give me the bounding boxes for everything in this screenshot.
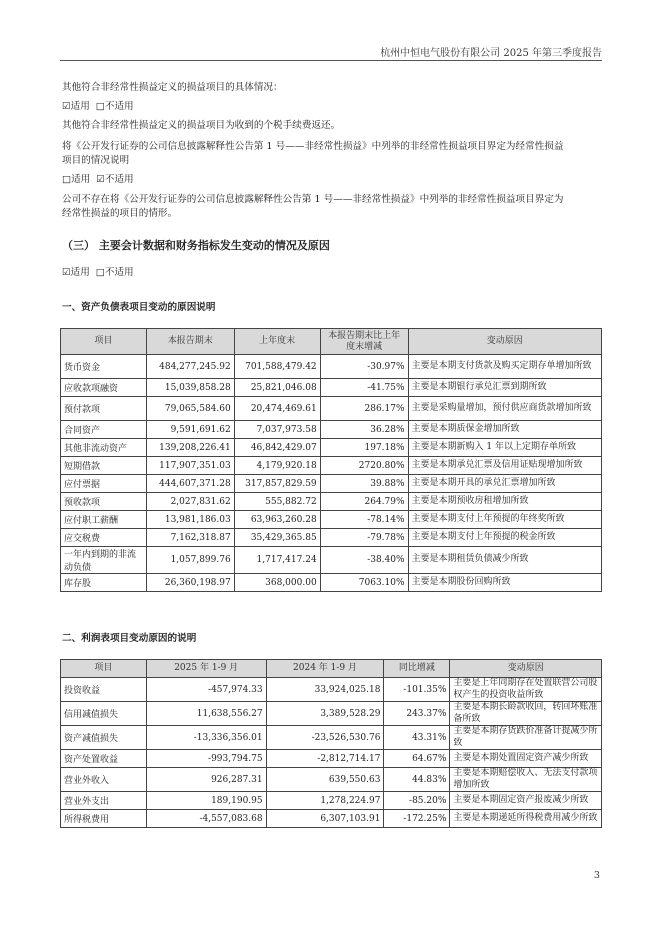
change-percent: -30.97%	[320, 355, 408, 379]
row-item-name: 投资收益	[61, 678, 147, 702]
current-value: 11,638,556.27	[146, 702, 266, 726]
prior-value: 6,307,103.91	[266, 810, 384, 828]
change-percent: 39.88%	[320, 475, 408, 493]
current-value: 13,981,186.03	[146, 511, 234, 529]
change-percent: 64.67%	[384, 750, 450, 768]
not-applicable-option[interactable]: □不适用	[95, 267, 134, 278]
row-item-name: 信用减值损失	[61, 702, 147, 726]
column-header: 项目	[61, 660, 147, 678]
change-percent: 286.17%	[320, 397, 408, 421]
current-value: -4,557,083.68	[146, 810, 266, 828]
current-value: 9,591,691.62	[146, 421, 234, 439]
table-row	[61, 439, 602, 457]
change-reason: 主要是本期长龄款收回，转回坏账准备所致	[450, 702, 602, 726]
applicable-checkbox-group-1	[62, 100, 602, 114]
section-title: （三） 主要会计数据和财务指标发生变动的情况及原因	[62, 239, 330, 252]
change-reason: 主要是本期银行承兑汇票到期所致	[408, 379, 601, 397]
current-value: 484,277,245.92	[146, 355, 234, 379]
change-reason: 主要是本期固定资产报废减少所致	[450, 792, 602, 810]
balance-sheet-changes-table	[60, 328, 602, 592]
table-row	[61, 574, 602, 592]
table-row	[61, 397, 602, 421]
classification-statement-line2: 经常性损益的项目的情形。	[62, 208, 178, 219]
current-value: 117,907,351.03	[146, 457, 234, 475]
prior-value: 317,857,829.59	[234, 475, 320, 493]
change-reason: 主要是上年同期存在处置联营公司股权产生的投资收益所致	[450, 678, 602, 702]
column-header: 项目	[61, 329, 147, 355]
prior-value: 63,963,260.28	[234, 511, 320, 529]
prior-value: 3,389,528.29	[266, 702, 384, 726]
change-reason: 主要是本期存货跌价准备计提减少所致	[450, 726, 602, 750]
prior-value: 20,474,469.61	[234, 397, 320, 421]
applicable-checkbox-group-3	[62, 266, 602, 280]
current-value: 926,287.31	[146, 768, 266, 792]
row-item-name: 资产减值损失	[61, 726, 147, 750]
row-item-name: 预收款项	[61, 493, 147, 511]
row-item-name: 所得税费用	[61, 810, 147, 828]
column-header: 变动原因	[408, 329, 601, 355]
current-value: -457,974.33	[146, 678, 266, 702]
table-row	[61, 726, 602, 750]
row-item-name: 预付款项	[61, 397, 147, 421]
change-percent: 36.28%	[320, 421, 408, 439]
change-percent: 2720.80%	[320, 457, 408, 475]
row-item-name: 营业外支出	[61, 792, 147, 810]
change-reason: 主要是本期赔偿收入、无法支付款项增加所致	[450, 768, 602, 792]
row-item-name: 应付职工薪酬	[61, 511, 147, 529]
change-percent: 264.79%	[320, 493, 408, 511]
change-percent: -38.40%	[320, 547, 408, 574]
change-percent: -172.25%	[384, 810, 450, 828]
row-item-name: 资产处置收益	[61, 750, 147, 768]
change-reason: 主要是本期承兑汇票及信用证贴现增加所致	[408, 457, 601, 475]
income-statement-changes-table	[60, 659, 602, 828]
column-header: 变动原因	[450, 660, 602, 678]
change-reason: 主要是本期处置固定资产减少所致	[450, 750, 602, 768]
row-item-name: 应收款项融资	[61, 379, 147, 397]
table-row	[61, 355, 602, 379]
table-row	[61, 678, 602, 702]
change-reason: 主要是本期开具的承兑汇票增加所致	[408, 475, 601, 493]
income-statement-subtitle: 二、利润表项目变动原因的说明	[62, 633, 197, 644]
prior-value: 33,924,025.18	[266, 678, 384, 702]
change-reason: 主要是本期租赁负债减少所致	[408, 547, 601, 574]
current-value: 26,360,198.97	[146, 574, 234, 592]
not-applicable-option[interactable]: □不适用	[95, 101, 134, 112]
prior-value: 701,588,479.42	[234, 355, 320, 379]
prior-value: 555,882.72	[234, 493, 320, 511]
applicable-option[interactable]: □适用	[62, 174, 91, 185]
prior-value: 35,429,365.85	[234, 529, 320, 547]
table-row	[61, 810, 602, 828]
page-number: 3	[593, 870, 600, 881]
change-reason: 主要是本期股份回购所致	[408, 574, 601, 592]
row-item-name: 其他非流动资产	[61, 439, 147, 457]
prior-value: 25,821,046.08	[234, 379, 320, 397]
column-header: 上年度末	[234, 329, 320, 355]
balance-sheet-subtitle: 一、资产负债表项目变动的原因说明	[62, 302, 216, 313]
change-percent: 7063.10%	[320, 574, 408, 592]
current-value: 139,208,226.41	[146, 439, 234, 457]
change-reason: 主要是本期支付货款及购买定期存单增加所致	[408, 355, 601, 379]
prior-value: 368,000.00	[234, 574, 320, 592]
change-percent: 243.37%	[384, 702, 450, 726]
current-value: -13,336,356.01	[146, 726, 266, 750]
change-percent: -79.78%	[320, 529, 408, 547]
row-item-name: 库存股	[61, 574, 147, 592]
row-item-name: 货币资金	[61, 355, 147, 379]
change-reason: 主要是本期支付上年预提的税金所致	[408, 529, 601, 547]
table-row	[61, 511, 602, 529]
table-row	[61, 547, 602, 574]
change-percent: -101.35%	[384, 678, 450, 702]
not-applicable-option[interactable]: ☑不适用	[96, 174, 134, 185]
classification-note-line1: 将《公开发行证券的公司信息披露解释性公告第 1 号——非经常性损益》中列举的非经常性损益项目界定为经常性损益	[62, 141, 564, 152]
column-header: 同比增减	[384, 660, 450, 678]
change-reason: 主要是本期新购入 1 年以上定期存单所致	[408, 439, 601, 457]
prior-value: 1,717,417.24	[234, 547, 320, 574]
change-percent: -78.14%	[320, 511, 408, 529]
header-divider	[60, 60, 602, 61]
prior-value: 1,278,224.97	[266, 792, 384, 810]
change-reason: 主要是采购量增加，预付供应商货款增加所致	[408, 397, 601, 421]
table-row	[61, 529, 602, 547]
current-value: 7,162,318.87	[146, 529, 234, 547]
table-row	[61, 702, 602, 726]
table-row	[61, 750, 602, 768]
prior-value: 639,550.63	[266, 768, 384, 792]
column-header: 2024 年 1-9 月	[266, 660, 384, 678]
table-row	[61, 768, 602, 792]
applicable-checkbox-group-2	[62, 173, 602, 187]
table-row	[61, 379, 602, 397]
row-item-name: 应付票据	[61, 475, 147, 493]
applicable-option[interactable]: ☑适用	[62, 267, 90, 278]
column-header: 本报告期末比上年度末增减	[320, 329, 408, 355]
change-percent: 44.83%	[384, 768, 450, 792]
report-header: 杭州中恒电气股份有限公司 2025 年第三季度报告	[380, 48, 602, 59]
change-percent: 197.18%	[320, 439, 408, 457]
applicable-option[interactable]: ☑适用	[62, 101, 90, 112]
change-percent: -41.75%	[320, 379, 408, 397]
prior-value: 4,179,920.18	[234, 457, 320, 475]
prior-value: -2,812,714.17	[266, 750, 384, 768]
change-reason: 主要是本期递延所得税费用减少所致	[450, 810, 602, 828]
current-value: 2,027,831.62	[146, 493, 234, 511]
change-reason: 主要是本期预收房租增加所致	[408, 493, 601, 511]
table-row	[61, 421, 602, 439]
row-item-name: 应交税费	[61, 529, 147, 547]
current-value: -993,794.75	[146, 750, 266, 768]
table-row	[61, 493, 602, 511]
classification-statement-line1: 公司不存在将《公开发行证券的公司信息披露解释性公告第 1 号——非经常性损益》中列举的非经常性损益项目界定为	[62, 194, 564, 205]
change-reason: 主要是本期支付上年预提的年终奖所致	[408, 511, 601, 529]
column-header: 2025 年 1-9 月	[146, 660, 266, 678]
row-item-name: 短期借款	[61, 457, 147, 475]
current-value: 444,607,371.28	[146, 475, 234, 493]
row-item-name: 合同资产	[61, 421, 147, 439]
other-items-detail: 其他符合非经常性损益定义的损益项目为收到的个税手续费返还。	[62, 120, 341, 131]
current-value: 15,039,858.28	[146, 379, 234, 397]
table-row	[61, 792, 602, 810]
current-value: 189,190.95	[146, 792, 266, 810]
current-value: 79,065,584.60	[146, 397, 234, 421]
column-header: 本报告期末	[146, 329, 234, 355]
prior-value: 46,842,429.07	[234, 439, 320, 457]
change-percent: 43.31%	[384, 726, 450, 750]
table-row	[61, 457, 602, 475]
change-percent: -85.20%	[384, 792, 450, 810]
prior-value: -23,526,530.76	[266, 726, 384, 750]
table-row	[61, 475, 602, 493]
classification-note-line2: 项目的情况说明	[62, 155, 130, 166]
row-item-name: 一年内到期的非流动负债	[61, 547, 147, 574]
current-value: 1,057,899.76	[146, 547, 234, 574]
other-items-intro: 其他符合非经常性损益定义的损益项目的具体情况：	[62, 82, 283, 93]
prior-value: 7,037,973.58	[234, 421, 320, 439]
change-reason: 主要是本期质保金增加所致	[408, 421, 601, 439]
row-item-name: 营业外收入	[61, 768, 147, 792]
